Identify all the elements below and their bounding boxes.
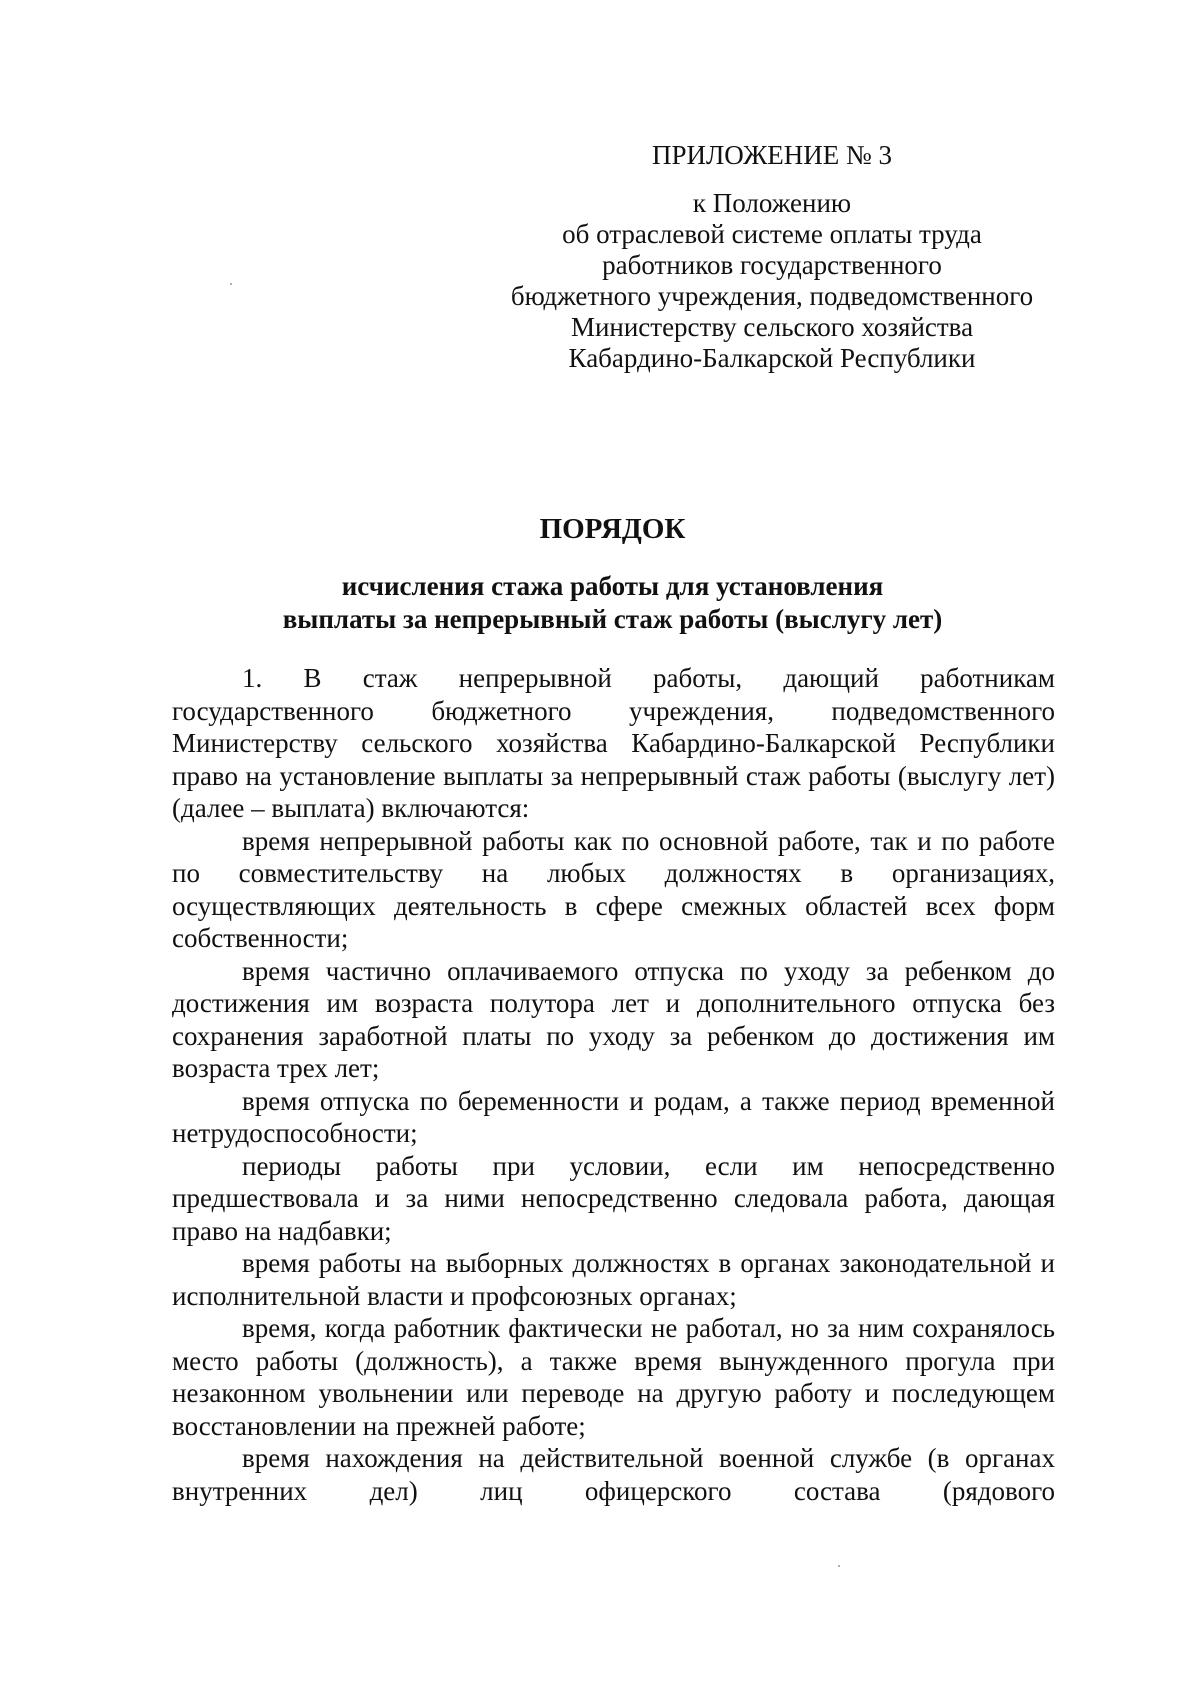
- body-paragraph: периоды работы при условии, если им непосредственно предшествовала и за ними непосредственно следовала работа, дающая право на надбавки;: [172, 1150, 1055, 1246]
- document-body: [172, 662, 1055, 1507]
- scan-speck: [230, 283, 232, 285]
- appendix-title: ПРИЛОЖЕНИЕ № 3: [651, 140, 893, 170]
- body-paragraph: 1. В стаж непрерывной работы, дающий работникам государственного бюджетного учреждения, подведомственного Министерству сельского хозяйства Кабардино-Балкарской Республики право на установление выплаты за непрерывный стаж работы (выслугу лет) (далее – выплата) включаются:: [172, 663, 1055, 823]
- document-title-block: [170, 512, 1055, 636]
- appendix-line: бюджетного учреждения, подведомственного: [510, 281, 1034, 311]
- document-title: ПОРЯДОК: [539, 513, 686, 545]
- appendix-line: Кабардино-Балкарской Республики: [568, 343, 976, 373]
- body-paragraph: время непрерывной работы как по основной работе, так и по работе по совместительству на любых должностях в организациях, осуществляющих деятельность в сфере смежных областей всех форм собственности;: [172, 825, 1055, 953]
- appendix-line: работников государственного: [602, 250, 942, 280]
- appendix-line: об отраслевой системе оплаты труда: [562, 219, 982, 249]
- body-paragraph: время частично оплачиваемого отпуска по уходу за ребенком до достижения им возраста полутора лет и дополнительного отпуска без сохранения заработной платы по уходу за ребенком до достижения им возраста трех лет;: [172, 955, 1055, 1083]
- body-paragraph: время работы на выборных должностях в органах законодательной и исполнительной власти и профсоюзных органах;: [172, 1248, 1055, 1311]
- appendix-header: [492, 140, 1052, 374]
- body-paragraph: время, когда работник фактически не работал, но за ним сохранялось место работы (должность), а также время вынужденного прогула при незаконном увольнении или переводе на другую работу и последующем восстановлении на прежней работе;: [172, 1313, 1055, 1441]
- appendix-line: к Положению: [692, 188, 852, 218]
- body-paragraph: время отпуска по беременности и родам, а также период временной нетрудоспособности;: [172, 1085, 1055, 1148]
- appendix-line: Министерству сельского хозяйства: [570, 312, 974, 342]
- scan-speck: [838, 1565, 840, 1567]
- body-paragraph: время нахождения на действительной военной службе (в органах внутренних дел) лиц офицерского состава (рядового: [172, 1443, 1055, 1506]
- document-subtitle-line: исчисления стажа работы для установления: [341, 571, 884, 601]
- document-subtitle-line: выплаты за непрерывный стаж работы (выслугу лет): [282, 604, 943, 634]
